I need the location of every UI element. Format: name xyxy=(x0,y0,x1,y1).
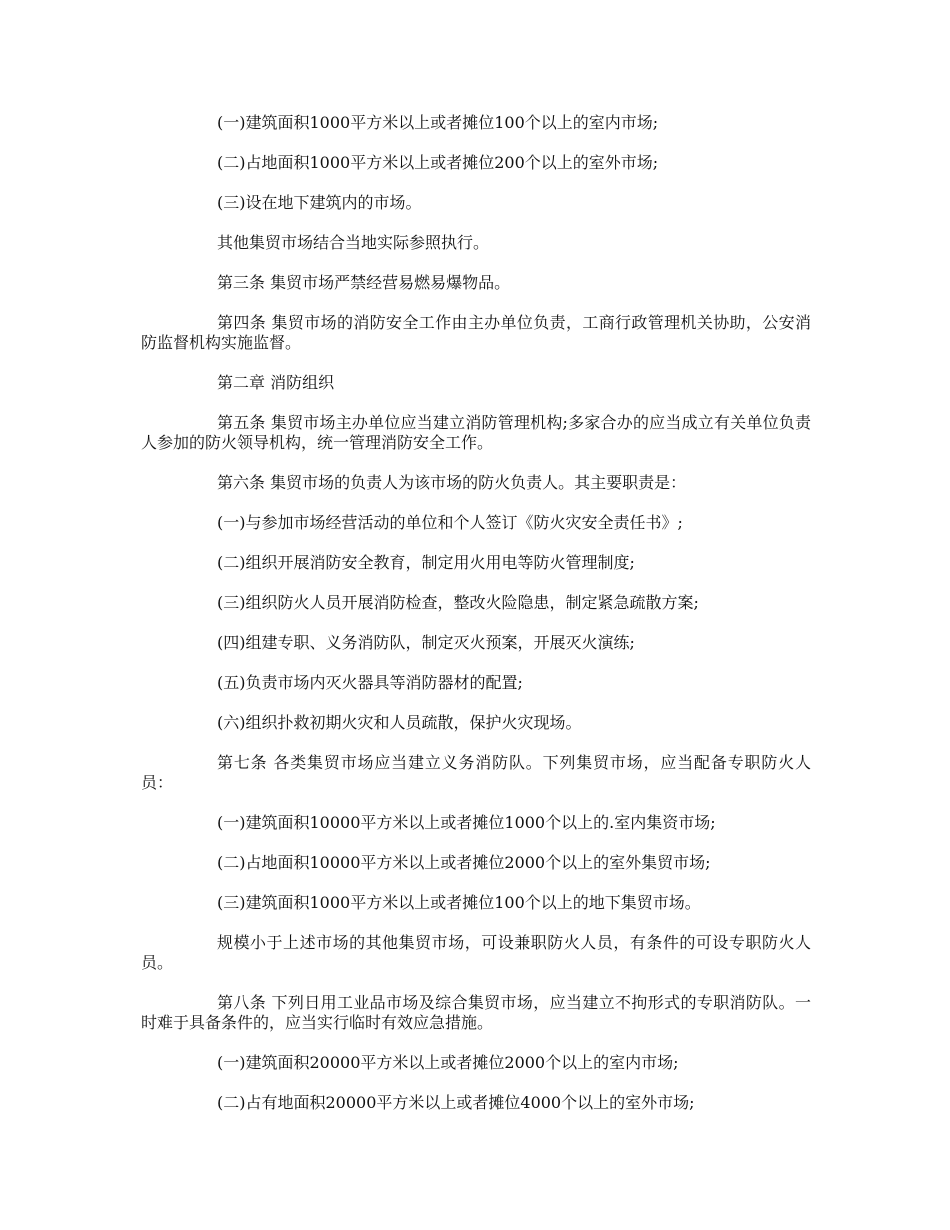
article-7-item-1: (一)建筑面积10000平方米以上或者摊位1000个以上的.室内集资市场; xyxy=(217,813,716,832)
article-7-item-3: (三)建筑面积1000平方米以上或者摊位100个以上的地下集贸市场。 xyxy=(217,893,701,912)
article-6: 第六条 集贸市场的负责人为该市场的防火负责人。其主要职责是： xyxy=(217,473,687,492)
article-6-item-6: (六)组织扑救初期火灾和人员疏散，保护火灾现场。 xyxy=(217,713,582,732)
paragraph-4: 其他集贸市场结合当地实际参照执行。 xyxy=(217,233,490,252)
article-8-item-1: (一)建筑面积20000平方米以上或者摊位2000个以上的室内市场; xyxy=(217,1053,679,1072)
article-8: 第八条 下列日用工业品市场及综合集贸市场，应当建立不拘形式的专职消防队。一时难于具备条件的，应当实行临时有效应急措施。 xyxy=(141,993,811,1032)
article-5: 第五条 集贸市场主办单位应当建立消防管理机构;多家合办的应当成立有关单位负责人参加的防火领导机构，统一管理消防安全工作。 xyxy=(141,413,811,452)
paragraph-2: (二)占地面积1000平方米以上或者摊位200个以上的室外市场; xyxy=(217,153,659,172)
article-6-item-1: (一)与参加市场经营活动的单位和个人签订《防火灾安全责任书》; xyxy=(217,513,683,532)
article-6-item-4: (四)组建专职、义务消防队，制定灭火预案，开展灭火演练; xyxy=(217,633,635,652)
article-8-item-2: (二)占有地面积20000平方米以上或者摊位4000个以上的室外市场; xyxy=(217,1093,695,1112)
article-6-item-5: (五)负责市场内灭火器具等消防器材的配置; xyxy=(217,673,523,692)
article-6-item-2: (二)组织开展消防安全教育，制定用火用电等防火管理制度; xyxy=(217,553,635,572)
paragraph-3: (三)设在地下建筑内的市场。 xyxy=(217,193,422,212)
article-3: 第三条 集贸市场严禁经营易燃易爆物品。 xyxy=(217,273,511,292)
chapter-2-heading: 第二章 消防组织 xyxy=(217,373,335,392)
document-body xyxy=(141,113,811,1133)
article-7-item-2: (二)占地面积10000平方米以上或者摊位2000个以上的室外集贸市场; xyxy=(217,853,711,872)
article-6-item-3: (三)组织防火人员开展消防检查，整改火险隐患，制定紧急疏散方案; xyxy=(217,593,699,612)
article-7-note: 规模小于上述市场的其他集贸市场，可设兼职防火人员，有条件的可设专职防火人员。 xyxy=(141,933,811,972)
article-7: 第七条 各类集贸市场应当建立义务消防队。下列集贸市场，应当配备专职防火人员： xyxy=(141,753,811,792)
article-4: 第四条 集贸市场的消防安全工作由主办单位负责，工商行政管理机关协助，公安消防监督机构实施监督。 xyxy=(141,313,811,352)
paragraph-1: (一)建筑面积1000平方米以上或者摊位100个以上的室内市场; xyxy=(217,113,659,132)
